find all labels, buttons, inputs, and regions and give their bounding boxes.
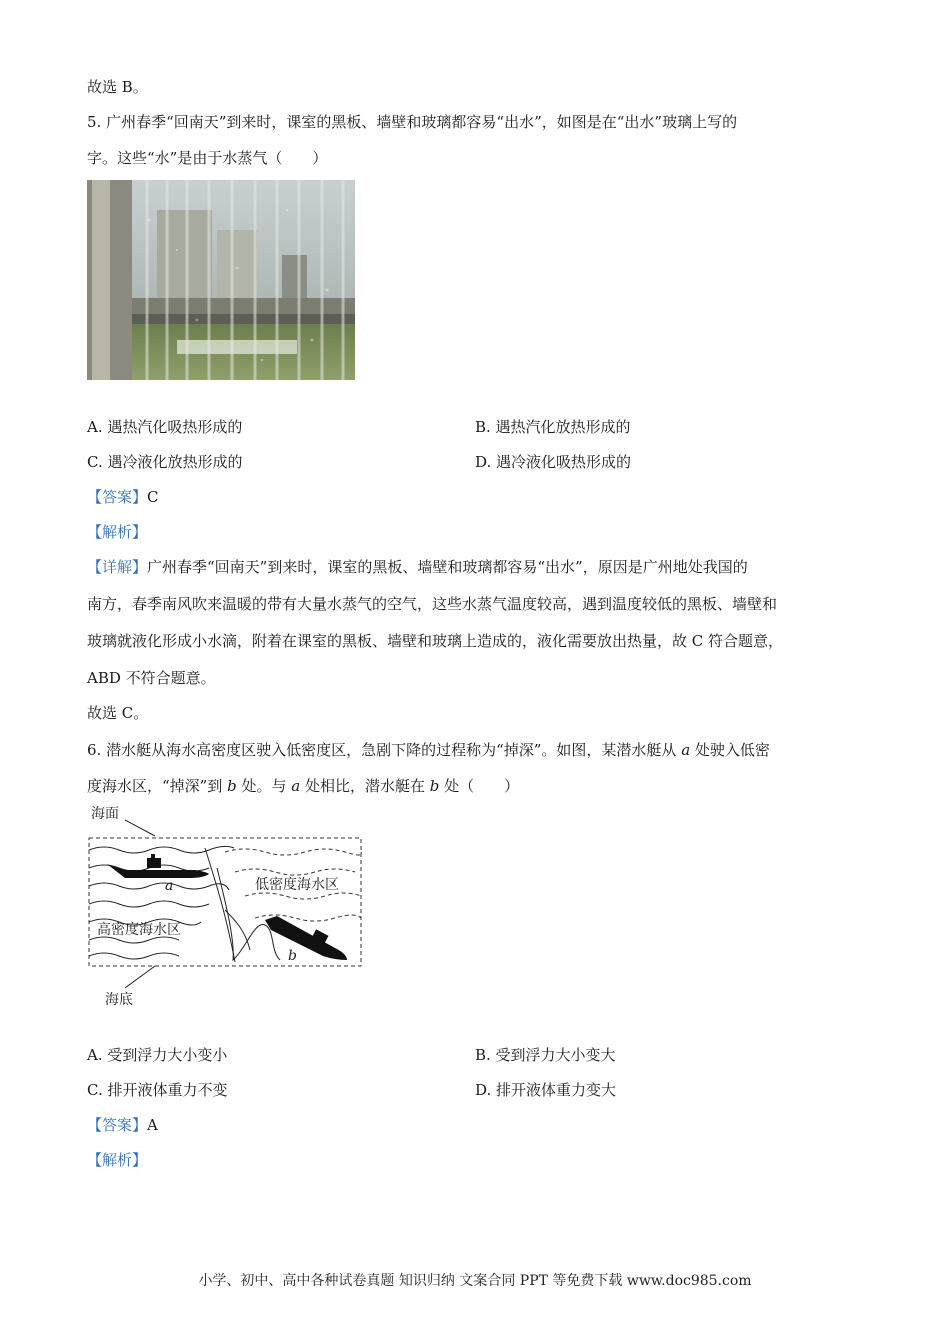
question-5-detail-line3: 玻璃就液化形成小水滴，附着在课室的黑板、墙壁和玻璃上造成的，液化需要放出热量，故 C 符合题意，: [87, 632, 784, 650]
question-6-stem-line2: [87, 776, 519, 796]
question-5-option-b: B. 遇热汽化放热形成的: [475, 418, 631, 436]
stem-text: 度海水区，“掉深”到: [87, 777, 228, 795]
point-a-label: a: [165, 878, 174, 894]
submarine-b: [265, 916, 347, 960]
question-5-stem-line2: 字。这些“水”是由于水蒸气（ ）: [87, 149, 328, 167]
question-5-answer: C: [147, 488, 159, 506]
variable-a: a: [291, 777, 301, 795]
answer-tag: 【答案】: [87, 1116, 148, 1134]
variable-b: b: [429, 777, 440, 795]
question-5-conclusion: 故选 C。: [87, 704, 149, 722]
stem-text: 处驶入低密: [690, 741, 770, 759]
stem-text: 处（ ）: [439, 777, 520, 795]
question-5-detail-line1: [87, 557, 748, 577]
fogged-window-photo: [87, 180, 355, 380]
low-density-label: 低密度海水区: [255, 877, 339, 893]
question-6-analysis-tag: 【解析】: [87, 1151, 148, 1169]
question-6-stem-line1: [87, 740, 770, 760]
question-5-answer-line: [87, 487, 159, 507]
previous-conclusion: 故选 B。: [87, 78, 148, 96]
question-6-option-b: B. 受到浮力大小变大: [475, 1046, 616, 1064]
sea-surface-pointer: [125, 820, 155, 836]
stem-text: 处相比，潜水艇在: [300, 777, 430, 795]
submarine-diagram: [85, 800, 375, 1015]
question-6-answer: A: [147, 1116, 158, 1134]
question-5-stem-line1: 5. 广州春季“回南天”到来时，课室的黑板、墙壁和玻璃都容易“出水”，如图是在“出水”玻璃上写的: [87, 113, 738, 131]
variable-b: b: [227, 777, 237, 795]
question-6-answer-line: [87, 1115, 158, 1135]
question-6-option-c: C. 排开液体重力不变: [87, 1081, 228, 1099]
question-5-detail-line2: 南方，春季南风吹来温暖的带有大量水蒸气的空气，这些水蒸气温度较高，遇到温度较低的黑板、墙壁和: [87, 595, 778, 613]
answer-tag: 【答案】: [87, 488, 148, 506]
question-5-analysis-tag: 【解析】: [87, 523, 148, 541]
question-5-detail-line4: ABD 不符合题意。: [87, 669, 216, 687]
sea-floor-pointer: [125, 966, 155, 988]
question-5-option-c: C. 遇冷液化放热形成的: [87, 453, 243, 471]
density-boundary-line: [205, 848, 235, 962]
high-density-wave-lines: [89, 846, 234, 959]
stem-text: 处。与: [236, 777, 292, 795]
detail-tag: 【详解】: [87, 558, 148, 576]
detail-text-1: 广州春季“回南天”到来时，课室的黑板、墙壁和玻璃都容易“出水”，原因是广州地处我国的: [147, 558, 748, 576]
stem-text: 6. 潜水艇从海水高密度区驶入低密度区，急剧下降的过程称为“掉深”。如图，某潜水艇从: [87, 741, 682, 759]
point-b-label: b: [288, 948, 297, 964]
sea-surface-label: 海面: [91, 806, 119, 822]
variable-a: a: [681, 741, 691, 759]
page-footer: 小学、初中、高中各种试卷真题 知识归纳 文案合同 PPT 等免费下载 www.doc985.com: [198, 1273, 752, 1289]
submarine-a: [107, 854, 209, 878]
question-6-option-d: D. 排开液体重力变大: [475, 1081, 617, 1099]
question-5-option-a: A. 遇热汽化吸热形成的: [87, 418, 243, 436]
high-density-label: 高密度海水区: [97, 922, 181, 938]
question-5-option-d: D. 遇冷液化吸热形成的: [475, 453, 632, 471]
question-6-option-a: A. 受到浮力大小变小: [87, 1046, 228, 1064]
sea-floor-label: 海底: [105, 992, 133, 1008]
